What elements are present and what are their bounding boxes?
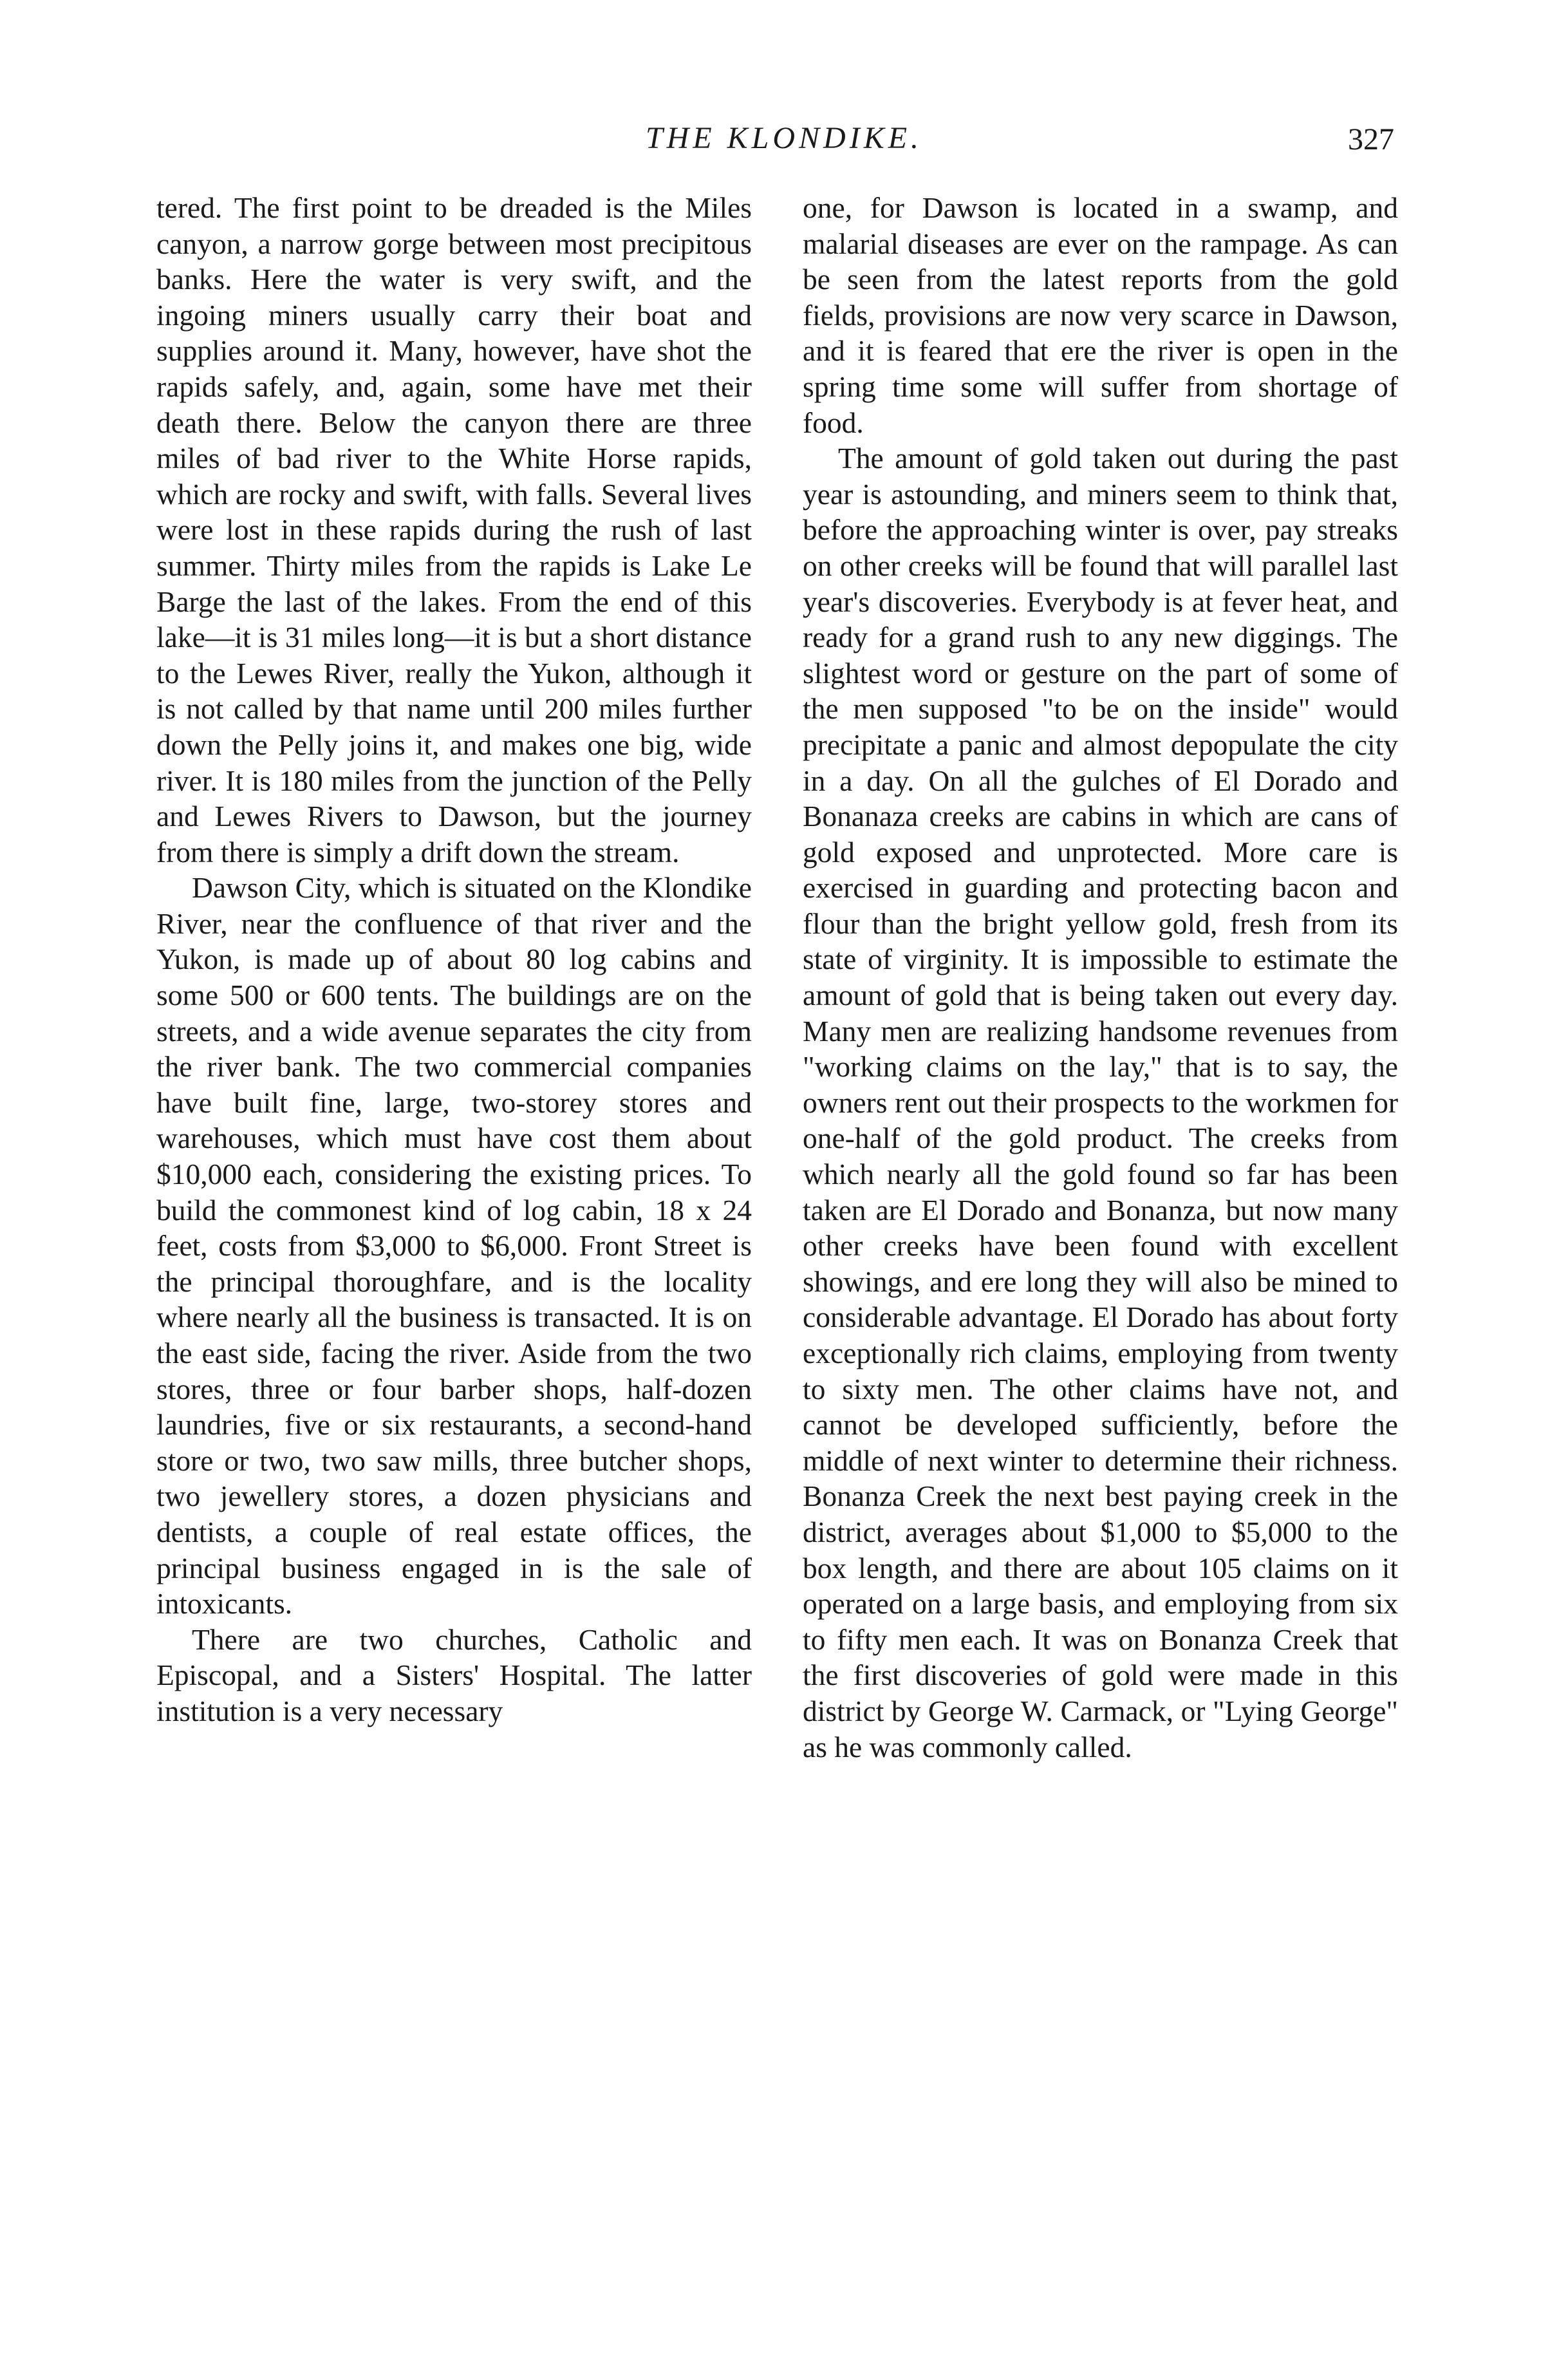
running-head <box>0 119 1568 164</box>
left-column <box>156 190 752 1729</box>
paragraph: one, for Dawson is located in a swamp, and malarial diseases are ever on the rampage. As can be seen from the latest reports from the gold fields, provisions are now very scarce in Dawson, and it is feared that ere the river is open in the spring time some will suffer from shortage of food. <box>803 191 1398 439</box>
page-number: 327 <box>1348 122 1394 156</box>
paragraph: The amount of gold taken out during the past year is astounding, and miners seem to think that, before the approaching winter is over, pay streaks on other creeks will be found that will parallel last year's discoveries. Everybody is at fever heat, and ready for a grand rush to any new diggings. The slightest word or gesture on the part of some of the men supposed "to be on the inside" would precipitate a panic and almost depopulate the city in a day. On all the gulches of El Dorado and Bonanaza creeks are cabins in which are cans of gold exposed and unprotected. More care is exercised in guarding and protecting bacon and flour than the bright yellow gold, fresh from its state of virginity. It is impossible to estimate the amount of gold that is being taken out every day. Many men are realizing handsome revenues from "working claims on the lay," that is to say, the owners rent out their prospects to the workmen for one-half of the gold product. The creeks from which nearly all the gold found so far has been taken are El Dorado and Bonanza, but now many other creeks have been found with excellent showings, and ere long they will also be mined to considerable advantage. El Dorado has about forty exceptionally rich claims, employing from twenty to sixty men. The other claims have not, and cannot be developed sufficiently, before the middle of next winter to determine their richness. Bonanza Creek the next best paying creek in the district, averages about $1,000 to $5,000 to the box length, and there are about 105 claims on it operated on a large basis, and employing from six to fifty men each. It was on Bonanza Creek that the first discoveries of gold were made in this district by George W. Carmack, or "Lying George" as he was commonly called. <box>803 442 1398 1763</box>
paragraph: There are two churches, Catholic and Episcopal, and a Sisters' Hospital. The latter institution is a very necessary <box>156 1622 752 1727</box>
paragraph: Dawson City, which is situated on the Klondike River, near the confluence of that river and the Yukon, is made up of about 80 log cabins and some 500 or 600 tents. The buildings are on the streets, and a wide avenue separates the city from the river bank. The two commercial companies have built fine, large, two-storey stores and warehouses, which must have cost them about $10,000 each, considering the existing prices. To build the commonest kind of log cabin, 18 x 24 feet, costs from $3,000 to $6,000. Front Street is the principal thoroughfare, and is the locality where nearly all the business is transacted. It is on the east side, facing the river. Aside from the two stores, three or four barber shops, half-dozen laundries, five or six restaurants, a second-hand store or two, two saw mills, three butcher shops, two jewellery stores, a dozen physicians and dentists, a couple of real estate offices, the principal business engaged in is the sale of intoxicants. <box>156 871 752 1621</box>
running-title: THE KLONDIKE. <box>645 121 923 155</box>
paragraph: tered. The first point to be dreaded is the Miles canyon, a narrow gorge between most precipitous banks. Here the water is very swift, and the ingoing miners usually carry their boat and supplies around it. Many, however, have shot the rapids safely, and, again, some have met their death there. Below the canyon there are three miles of bad river to the White Horse rapids, which are rocky and swift, with falls. Several lives were lost in these rapids during the rush of last summer. Thirty miles from the rapids is Lake Le Barge the last of the lakes. From the end of this lake—it is 31 miles long—it is but a short distance to the Lewes River, really the Yukon, although it is not called by that name until 200 miles further down the Pelly joins it, and makes one big, wide river. It is 180 miles from the junction of the Pelly and Lewes Rivers to Dawson, but the journey from there is simply a drift down the stream. <box>156 191 752 869</box>
right-column <box>803 190 1398 1765</box>
